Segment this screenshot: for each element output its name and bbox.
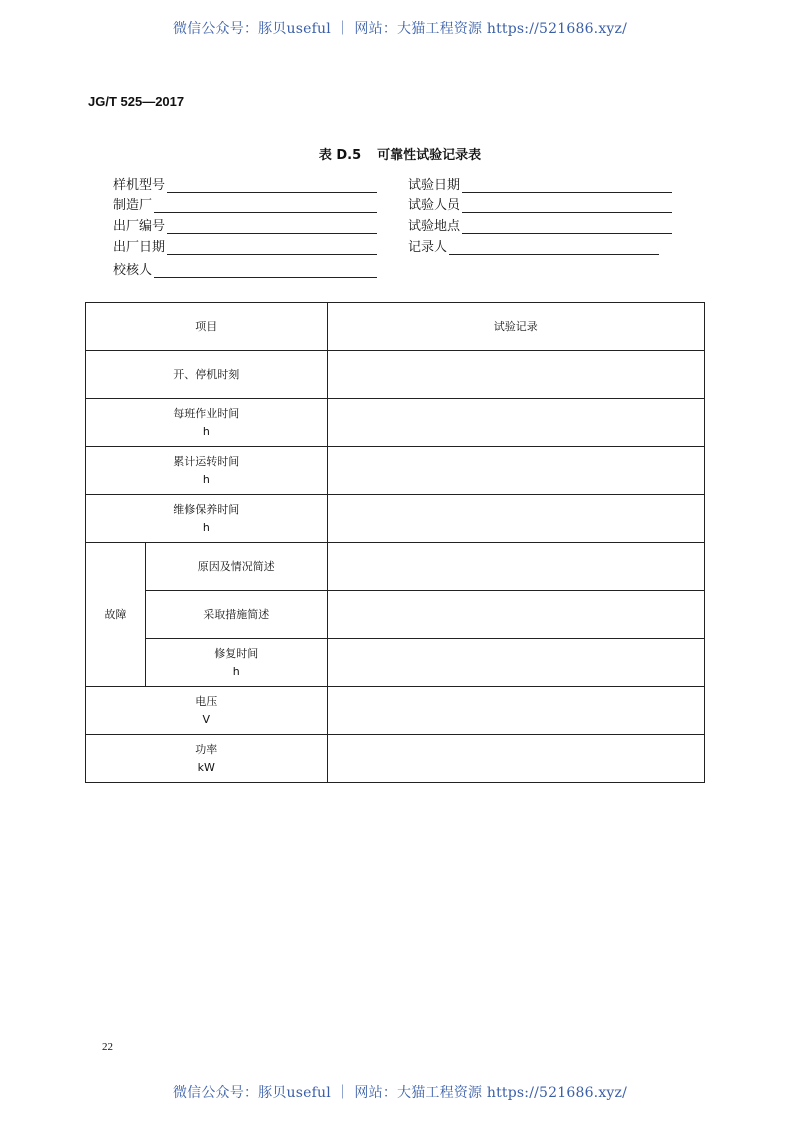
- field-model: [113, 175, 377, 193]
- voltage-unit: V: [202, 712, 211, 726]
- record-cell-cumulative[interactable]: [327, 447, 704, 495]
- table-row: [86, 639, 705, 687]
- record-cell-shift-time[interactable]: [327, 399, 704, 447]
- field-manufacturer: [113, 195, 377, 213]
- row-label-power: [86, 735, 328, 783]
- field-test-location-label: 试验地点: [408, 219, 461, 234]
- field-model-line[interactable]: [167, 178, 377, 193]
- record-cell-fault-cause[interactable]: [327, 543, 704, 591]
- field-prod-date: [113, 237, 377, 255]
- field-model-label: 样机型号: [113, 178, 166, 193]
- reliability-record-table: [85, 302, 705, 783]
- cumulative-label: 累计运转时间: [173, 454, 240, 468]
- field-serial-line[interactable]: [167, 219, 377, 234]
- power-label: 功率: [195, 742, 218, 756]
- voltage-label: 电压: [195, 694, 218, 708]
- cumulative-unit: h: [202, 472, 210, 486]
- field-prod-date-label: 出厂日期: [113, 240, 166, 255]
- maintenance-label: 维修保养时间: [173, 502, 240, 516]
- field-test-location-line[interactable]: [462, 219, 672, 234]
- row-label-start-stop: 开、停机时刻: [86, 351, 328, 399]
- field-recorder-line[interactable]: [449, 240, 659, 255]
- table-number: 表 D.5: [318, 148, 362, 163]
- watermark-bottom: 微信公众号：豚贝useful ｜ 网站：大猫工程资源 https://521686.xyz/: [172, 1085, 628, 1101]
- row-label-fault: 故障: [86, 543, 146, 687]
- field-test-date-line[interactable]: [462, 178, 672, 193]
- table-row: [86, 735, 705, 783]
- shift-time-label: 每班作业时间: [173, 406, 240, 420]
- field-checker-label: 校核人: [113, 263, 153, 278]
- record-cell-voltage[interactable]: [327, 687, 704, 735]
- table-header-row: [86, 303, 705, 351]
- row-label-cumulative: [86, 447, 328, 495]
- row-label-maintenance: [86, 495, 328, 543]
- field-manufacturer-label: 制造厂: [113, 198, 153, 213]
- row-label-fault-cause: 原因及情况简述: [145, 543, 327, 591]
- field-test-date: [408, 175, 672, 193]
- record-cell-maintenance[interactable]: [327, 495, 704, 543]
- maintenance-unit: h: [202, 520, 210, 534]
- record-cell-fault-measures[interactable]: [327, 591, 704, 639]
- table-title-text: 可靠性试验记录表: [377, 148, 482, 163]
- table-title: [0, 144, 800, 163]
- table-row: [86, 351, 705, 399]
- row-label-repair-time: [145, 639, 327, 687]
- row-label-fault-measures: 采取措施简述: [145, 591, 327, 639]
- power-unit: kW: [197, 760, 215, 774]
- field-serial-label: 出厂编号: [113, 219, 166, 234]
- record-cell-repair-time[interactable]: [327, 639, 704, 687]
- header-record: 试验记录: [327, 303, 704, 351]
- row-label-shift-time: [86, 399, 328, 447]
- field-test-date-label: 试验日期: [408, 178, 461, 193]
- table-row: [86, 399, 705, 447]
- table-row: [86, 495, 705, 543]
- field-prod-date-line[interactable]: [167, 240, 377, 255]
- page-number: 22: [102, 1041, 113, 1053]
- row-label-voltage: [86, 687, 328, 735]
- table-row: [86, 447, 705, 495]
- field-tester-label: 试验人员: [408, 198, 461, 213]
- field-recorder: [408, 237, 659, 255]
- watermark-top: 微信公众号：豚贝useful ｜ 网站：大猫工程资源 https://521686.xyz/: [172, 21, 628, 37]
- field-tester: [408, 195, 672, 213]
- field-tester-line[interactable]: [462, 198, 672, 213]
- field-checker: [113, 260, 377, 278]
- field-test-location: [408, 216, 672, 234]
- field-serial: [113, 216, 377, 234]
- shift-time-unit: h: [202, 424, 210, 438]
- repair-time-label: 修复时间: [214, 646, 259, 660]
- header-item: 项目: [86, 303, 328, 351]
- record-cell-power[interactable]: [327, 735, 704, 783]
- repair-time-unit: h: [232, 664, 240, 678]
- field-manufacturer-line[interactable]: [154, 198, 377, 213]
- field-recorder-label: 记录人: [408, 240, 448, 255]
- document-code: JG/T 525—2017: [88, 94, 185, 109]
- table-row: [86, 687, 705, 735]
- table-row: [86, 543, 705, 591]
- field-checker-line[interactable]: [154, 263, 377, 278]
- table-row: [86, 591, 705, 639]
- record-cell-start-stop[interactable]: [327, 351, 704, 399]
